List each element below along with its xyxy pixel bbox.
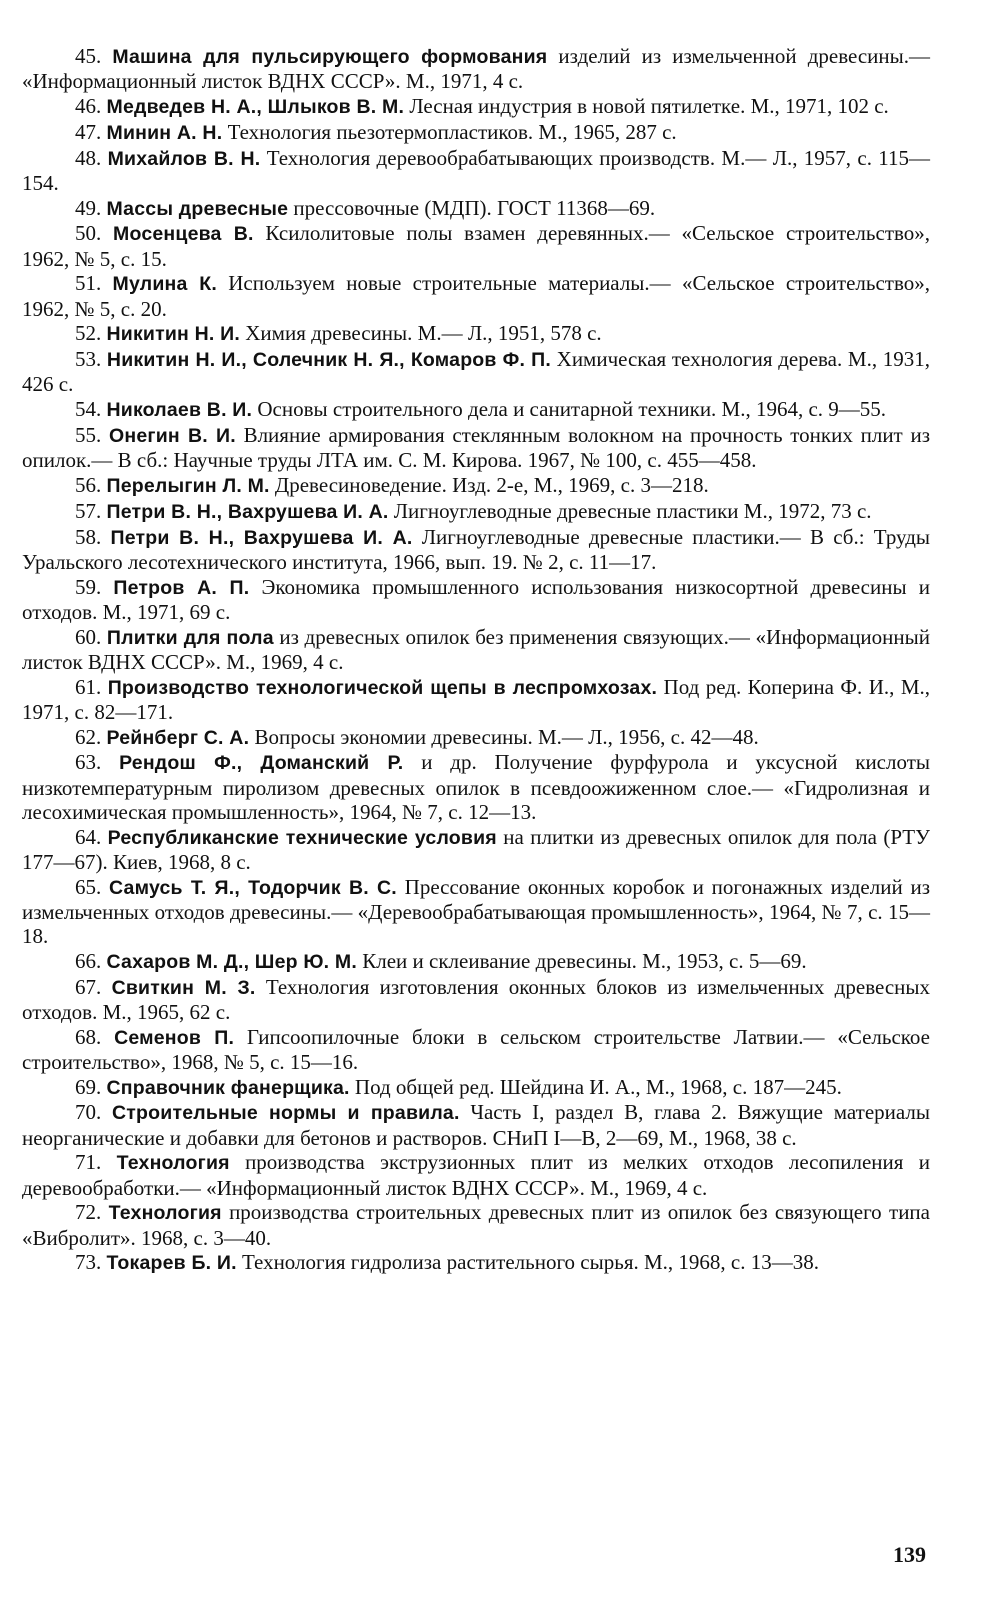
reference-number: 73. <box>75 1250 102 1275</box>
reference-number: 66. <box>75 948 102 973</box>
reference-author: Самусь Т. Я., Тодорчик В. С. <box>109 876 397 899</box>
reference-details: Лигноуглеводные древесные пластики.— В сб.: Труды Уральского лесотехнического института, 1966, вып. 19. № 2, с. 11—17. <box>22 524 931 574</box>
reference-item <box>22 146 930 195</box>
reference-number: 46. <box>75 94 102 118</box>
reference-author: Никитин Н. И. <box>106 323 241 346</box>
reference-author: Никитин Н. И., Солечник Н. Я., Комаров Ф. П. <box>106 349 551 372</box>
reference-item <box>22 1100 930 1149</box>
reference-author: Машина для пульсирующего формования <box>112 46 548 68</box>
reference-author: Республиканские технические условия <box>107 826 497 849</box>
reference-item <box>22 1150 930 1199</box>
reference-author: Рейнберг С. А. <box>106 726 250 749</box>
reference-details: Древесиноведение. Изд. 2-е, М., 1969, с. 3—218. <box>269 472 709 497</box>
reference-author: Плитки для пола <box>106 626 274 649</box>
reference-number: 70. <box>75 1100 102 1125</box>
reference-item <box>22 499 930 524</box>
reference-number: 71. <box>75 1150 102 1175</box>
reference-number: 64. <box>75 824 102 849</box>
reference-item <box>22 525 930 574</box>
reference-item <box>22 271 930 320</box>
reference-author: Семенов П. <box>114 1026 235 1049</box>
reference-author: Массы древесные <box>106 197 289 220</box>
reference-number: 54. <box>75 397 102 422</box>
reference-item <box>22 975 930 1024</box>
reference-details: прессовочные (МДП). ГОСТ 11368—69. <box>288 195 656 220</box>
reference-number: 53. <box>75 347 102 372</box>
reference-details: Гипсоопилочные блоки в сельском строительстве Латвии.— «Сельское строительство», 1968, № 5, с. 15—16. <box>22 1024 930 1074</box>
reference-number: 57. <box>75 498 102 523</box>
reference-item <box>22 949 930 974</box>
reference-item <box>22 725 930 750</box>
reference-item <box>22 196 930 221</box>
reference-item <box>22 397 930 422</box>
reference-author: Петри В. Н., Вахрушева И. А. <box>110 526 413 549</box>
reference-number: 48. <box>75 145 102 170</box>
reference-item <box>22 44 930 93</box>
reference-item <box>22 1200 930 1249</box>
reference-number: 68. <box>75 1024 102 1049</box>
reference-details: Часть I, раздел В, глава 2. Вяжущие материалы неорганические и добавки для бетонов и растворов. СНиП I—В, 2—69, М., 1968, 38 с. <box>22 1100 931 1150</box>
reference-number: 72. <box>75 1200 102 1225</box>
reference-author: Мосенцева В. <box>113 223 254 246</box>
reference-author: Свиткин М. З. <box>111 976 256 999</box>
reference-number: 47. <box>75 119 102 144</box>
reference-author: Технология <box>108 1202 222 1225</box>
reference-details: Под общей ред. Шейдина И. А., М., 1968, с. 187—245. <box>349 1074 842 1099</box>
reference-details: Технология изготовления оконных блоков из измельченных древесных отходов. М., 1965, 62 с. <box>22 974 930 1024</box>
reference-number: 51. <box>75 271 102 296</box>
reference-details: Технология гидролиза растительного сырья. М., 1968, с. 13—38. <box>236 1250 819 1275</box>
reference-author: Мулина К. <box>112 273 217 296</box>
reference-number: 45. <box>75 44 102 68</box>
reference-number: 63. <box>75 750 102 775</box>
reference-number: 58. <box>75 524 102 549</box>
reference-author: Онегин В. И. <box>109 424 236 447</box>
reference-item <box>22 423 930 472</box>
reference-author: Производство технологической щепы в леспромхозах. <box>107 676 658 699</box>
reference-details: Лигноуглеводные древесные пластики М., 1972, 73 с. <box>388 498 872 523</box>
reference-author: Минин А. Н. <box>106 121 223 144</box>
reference-details: Химия древесины. М.— Л., 1951, 578 с. <box>240 321 602 346</box>
reference-number: 52. <box>75 321 102 346</box>
reference-number: 62. <box>75 724 102 749</box>
reference-item <box>22 120 930 145</box>
reference-details: из древесных опилок без применения связующих.— «Информационный листок ВДНХ СССР». М., 1969, 4 с. <box>22 624 930 674</box>
reference-author: Строительные нормы и правила. <box>112 1102 460 1125</box>
reference-author: Петри В. Н., Вахрушева И. А. <box>106 500 389 523</box>
reference-number: 55. <box>75 422 102 447</box>
reference-details: Влияние армирования стеклянным волокном на прочность тонких плит из опилок.— В сб.: Научные труды ЛТА им. С. М. Кирова. 1967, № 100, с. 455—458. <box>22 422 931 473</box>
reference-number: 69. <box>75 1074 102 1099</box>
reference-details: Прессование оконных коробок и погонажных изделий из измельченных отходов древесины.— «Деревообрабатывающая промышленность», 1964, № 7, с. 15—18. <box>22 874 930 948</box>
reference-list <box>22 44 930 1276</box>
reference-author: Токарев Б. И. <box>106 1252 237 1275</box>
reference-item <box>22 473 930 498</box>
reference-author: Медведев Н. А., Шлыков В. М. <box>106 96 405 118</box>
reference-number: 65. <box>75 874 102 899</box>
reference-details: изделий из измельченной древесины.— «Информационный листок ВДНХ СССР». М., 1971, 4 с. <box>22 44 930 94</box>
reference-number: 59. <box>75 574 102 599</box>
reference-author: Сахаров М. Д., Шер Ю. М. <box>106 950 357 973</box>
reference-details: Клеи и склеивание древесины. М., 1953, с. 5—69. <box>356 948 807 973</box>
reference-details: Лесная индустрия в новой пятилетке. М., 1971, 102 с. <box>404 94 889 118</box>
reference-item <box>22 750 930 824</box>
reference-item <box>22 347 930 396</box>
reference-details: Используем новые строительные материалы.— «Сельское строительство», 1962, № 5, с. 20. <box>22 271 930 321</box>
reference-details: Под ред. Коперина Ф. И., М., 1971, с. 82—171. <box>22 674 930 724</box>
reference-number: 50. <box>75 221 102 246</box>
reference-details: Ксилолитовые полы взамен деревянных.— «Сельское строительство», 1962, № 5, с. 15. <box>22 221 931 271</box>
reference-details: производства строительных древесных плит из опилок без связующего типа «Вибролит». 1968, с. 3—40. <box>22 1200 930 1250</box>
reference-item <box>22 94 930 119</box>
reference-details: Основы строительного дела и санитарной техники. М., 1964, с. 9—55. <box>252 397 887 422</box>
reference-details: производства экструзионных плит из мелких отходов лесопиления и деревообработки.— «Информационный листок ВДНХ СССР». М., 1969, 4 с. <box>22 1150 930 1200</box>
reference-number: 49. <box>75 195 102 220</box>
reference-item <box>22 825 930 874</box>
reference-author: Петров А. П. <box>113 576 250 599</box>
reference-number: 56. <box>75 472 102 497</box>
reference-details: на плитки из древесных опилок для пола (РТУ 177—67). Киев, 1968, 8 с. <box>22 824 930 874</box>
reference-details: Вопросы экономии древесины. М.— Л., 1956, с. 42—48. <box>249 724 759 749</box>
reference-details: Технология деревообрабатывающих производств. М.— Л., 1957, с. 115—154. <box>22 145 931 195</box>
reference-item <box>22 675 930 724</box>
reference-author: Справочник фанерщика. <box>106 1076 350 1099</box>
reference-item <box>22 1250 930 1275</box>
reference-details: Экономика промышленного использования низкосортной древесины и отходов. М., 1971, 69 с. <box>22 574 930 624</box>
reference-author: Перелыгин Л. М. <box>106 474 270 497</box>
reference-item <box>22 321 930 346</box>
reference-item <box>22 625 930 674</box>
reference-details: Химическая технология дерева. М., 1931, 426 с. <box>22 347 930 397</box>
reference-number: 67. <box>75 974 102 999</box>
reference-details: и др. Получение фурфурола и уксусной кислоты низкотемпературным пиролизом древесных опилок в псевдоожиженном слое.— «Гидролизная и лесохимическая промышленность», 1964, № 7, с. 12—13. <box>22 750 930 824</box>
reference-details: Технология пьезотермопластиков. М., 1965, 287 с. <box>222 119 677 144</box>
reference-item <box>22 1075 930 1100</box>
reference-number: 60. <box>75 624 102 649</box>
reference-item <box>22 575 930 624</box>
page-number: 139 <box>893 1542 926 1567</box>
reference-item <box>22 1025 930 1074</box>
reference-author: Рендош Ф., Доманский Р. <box>119 752 404 775</box>
reference-author: Технология <box>116 1152 230 1175</box>
reference-number: 61. <box>75 674 102 699</box>
reference-item <box>22 875 930 949</box>
reference-author: Николаев В. И. <box>106 399 253 422</box>
reference-author: Михайлов В. Н. <box>107 147 261 170</box>
reference-item <box>22 221 930 270</box>
